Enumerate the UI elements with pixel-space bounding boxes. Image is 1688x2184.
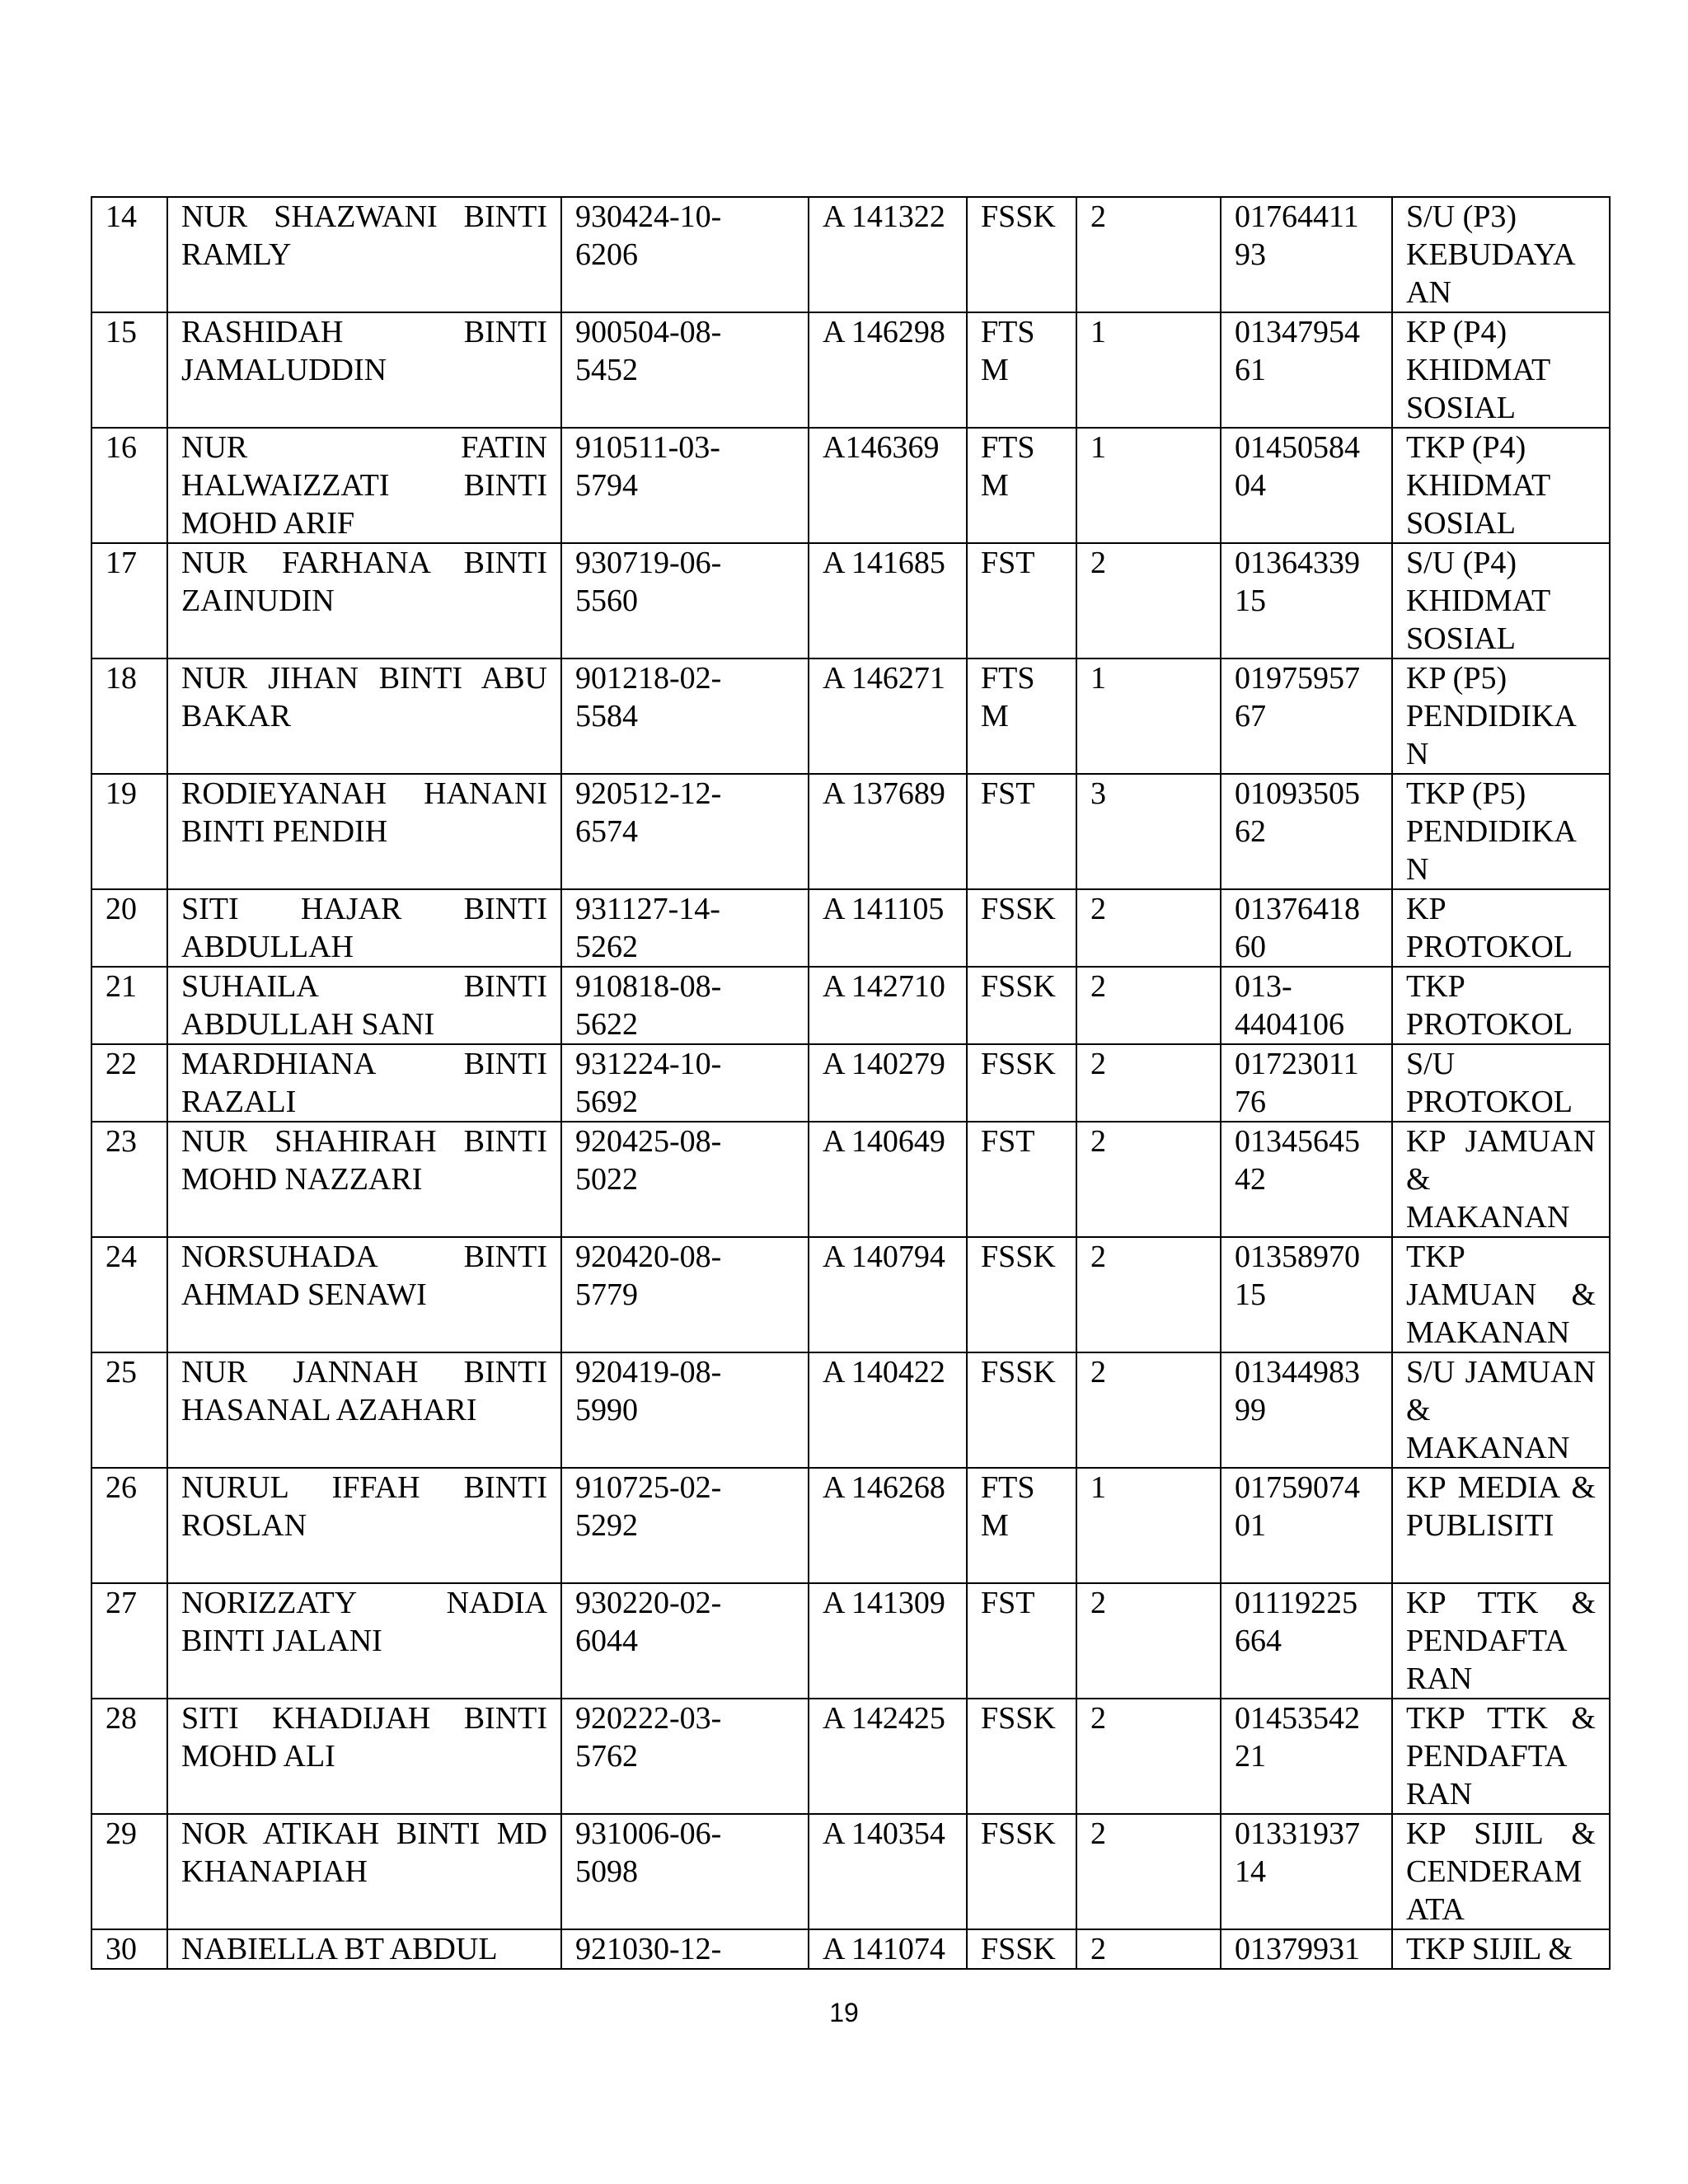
matric-number-cell: A 141322 [809, 197, 967, 312]
committee-table [91, 196, 1611, 1970]
matric-number-cell: A146369 [809, 428, 967, 543]
table-row [91, 1468, 1610, 1583]
position-cell: TKP SIJIL & [1392, 1929, 1610, 1969]
year-cell: 2 [1076, 543, 1221, 658]
phone-cell: 013- 4404106 [1221, 967, 1392, 1044]
name-cell: NORSUHADA BINTI AHMAD SENAWI [167, 1237, 561, 1352]
faculty-cell: FSSK [967, 1237, 1076, 1352]
faculty-cell: FSSK [967, 1929, 1076, 1969]
phone-cell: 01764411 93 [1221, 197, 1392, 312]
phone-cell: 01453542 21 [1221, 1699, 1392, 1814]
table-row [91, 1699, 1610, 1814]
phone-cell: 01345645 42 [1221, 1122, 1392, 1237]
ic-number-cell: 931224-10- 5692 [561, 1044, 809, 1122]
position-cell: S/U (P4) KHIDMAT SOSIAL [1392, 543, 1610, 658]
ic-number-cell: 901218-02- 5584 [561, 658, 809, 774]
name-cell: NUR FARHANA BINTI ZAINUDIN [167, 543, 561, 658]
position-cell: TKP JAMUAN & MAKANAN [1392, 1237, 1610, 1352]
ic-number-cell: 930424-10- 6206 [561, 197, 809, 312]
table-row [91, 1044, 1610, 1122]
position-cell: S/U (P3) KEBUDAYA AN [1392, 197, 1610, 312]
year-cell: 2 [1076, 1699, 1221, 1814]
table-row [91, 967, 1610, 1044]
phone-cell: 01759074 01 [1221, 1468, 1392, 1583]
position-cell: TKP (P5) PENDIDIKA N [1392, 774, 1610, 889]
table-row [91, 1352, 1610, 1468]
position-cell: KP JAMUAN & MAKANAN [1392, 1122, 1610, 1237]
name-cell: NUR SHAHIRAH BINTI MOHD NAZZARI [167, 1122, 561, 1237]
position-cell: S/U JAMUAN & MAKANAN [1392, 1352, 1610, 1468]
row-number-cell: 26 [91, 1468, 167, 1583]
name-cell: SITI KHADIJAH BINTI MOHD ALI [167, 1699, 561, 1814]
name-cell: NUR JIHAN BINTI ABU BAKAR [167, 658, 561, 774]
table-row [91, 1814, 1610, 1929]
table-row [91, 889, 1610, 967]
table-row [91, 312, 1610, 428]
faculty-cell: FST [967, 1122, 1076, 1237]
faculty-cell: FTS M [967, 1468, 1076, 1583]
matric-number-cell: A 141105 [809, 889, 967, 967]
row-number-cell: 23 [91, 1122, 167, 1237]
faculty-cell: FST [967, 1583, 1076, 1699]
year-cell: 2 [1076, 1044, 1221, 1122]
position-cell: S/U PROTOKOL [1392, 1044, 1610, 1122]
matric-number-cell: A 140422 [809, 1352, 967, 1468]
phone-cell: 01119225 664 [1221, 1583, 1392, 1699]
row-number-cell: 21 [91, 967, 167, 1044]
ic-number-cell: 920419-08- 5990 [561, 1352, 809, 1468]
table-row [91, 658, 1610, 774]
faculty-cell: FTS M [967, 658, 1076, 774]
position-cell: KP TTK & PENDAFTA RAN [1392, 1583, 1610, 1699]
name-cell: RODIEYANAH HANANI BINTI PENDIH [167, 774, 561, 889]
name-cell: NOR ATIKAH BINTI MD KHANAPIAH [167, 1814, 561, 1929]
ic-number-cell: 910818-08- 5622 [561, 967, 809, 1044]
ic-number-cell: 920512-12- 6574 [561, 774, 809, 889]
name-cell: NURUL IFFAH BINTI ROSLAN [167, 1468, 561, 1583]
ic-number-cell: 910511-03- 5794 [561, 428, 809, 543]
table-row [91, 543, 1610, 658]
matric-number-cell: A 141074 [809, 1929, 967, 1969]
name-cell: NABIELLA BT ABDUL [167, 1929, 561, 1969]
ic-number-cell: 921030-12- [561, 1929, 809, 1969]
table-row [91, 774, 1610, 889]
year-cell: 1 [1076, 658, 1221, 774]
row-number-cell: 27 [91, 1583, 167, 1699]
phone-cell: 01093505 62 [1221, 774, 1392, 889]
ic-number-cell: 931127-14- 5262 [561, 889, 809, 967]
matric-number-cell: A 140279 [809, 1044, 967, 1122]
year-cell: 1 [1076, 428, 1221, 543]
table-row [91, 1122, 1610, 1237]
name-cell: NUR JANNAH BINTI HASANAL AZAHARI [167, 1352, 561, 1468]
name-cell: NUR FATIN HALWAIZZATI BINTI MOHD ARIF [167, 428, 561, 543]
matric-number-cell: A 137689 [809, 774, 967, 889]
row-number-cell: 25 [91, 1352, 167, 1468]
matric-number-cell: A 142425 [809, 1699, 967, 1814]
phone-cell: 01450584 04 [1221, 428, 1392, 543]
row-number-cell: 28 [91, 1699, 167, 1814]
year-cell: 3 [1076, 774, 1221, 889]
position-cell: KP SIJIL & CENDERAM ATA [1392, 1814, 1610, 1929]
faculty-cell: FSSK [967, 1352, 1076, 1468]
matric-number-cell: A 146268 [809, 1468, 967, 1583]
phone-cell: 01723011 76 [1221, 1044, 1392, 1122]
table-row [91, 428, 1610, 543]
year-cell: 1 [1076, 312, 1221, 428]
matric-number-cell: A 141685 [809, 543, 967, 658]
matric-number-cell: A 142710 [809, 967, 967, 1044]
row-number-cell: 16 [91, 428, 167, 543]
phone-cell: 01379931 [1221, 1929, 1392, 1969]
row-number-cell: 17 [91, 543, 167, 658]
faculty-cell: FSSK [967, 197, 1076, 312]
ic-number-cell: 930220-02- 6044 [561, 1583, 809, 1699]
table-row [91, 1237, 1610, 1352]
position-cell: KP MEDIA & PUBLISITI [1392, 1468, 1610, 1583]
page-number: 19 [829, 1998, 859, 2027]
ic-number-cell: 930719-06- 5560 [561, 543, 809, 658]
year-cell: 2 [1076, 1352, 1221, 1468]
name-cell: NORIZZATY NADIA BINTI JALANI [167, 1583, 561, 1699]
row-number-cell: 24 [91, 1237, 167, 1352]
name-cell: RASHIDAH BINTI JAMALUDDIN [167, 312, 561, 428]
phone-cell: 01376418 60 [1221, 889, 1392, 967]
phone-cell: 01975957 67 [1221, 658, 1392, 774]
faculty-cell: FSSK [967, 1044, 1076, 1122]
name-cell: MARDHIANA BINTI RAZALI [167, 1044, 561, 1122]
matric-number-cell: A 140649 [809, 1122, 967, 1237]
phone-cell: 01344983 99 [1221, 1352, 1392, 1468]
year-cell: 2 [1076, 1814, 1221, 1929]
year-cell: 2 [1076, 1583, 1221, 1699]
table-body [91, 197, 1610, 1969]
table-row [91, 1929, 1610, 1969]
row-number-cell: 19 [91, 774, 167, 889]
ic-number-cell: 920425-08- 5022 [561, 1122, 809, 1237]
matric-number-cell: A 140794 [809, 1237, 967, 1352]
year-cell: 2 [1076, 197, 1221, 312]
faculty-cell: FSSK [967, 889, 1076, 967]
row-number-cell: 15 [91, 312, 167, 428]
faculty-cell: FSSK [967, 967, 1076, 1044]
ic-number-cell: 900504-08- 5452 [561, 312, 809, 428]
faculty-cell: FSSK [967, 1814, 1076, 1929]
position-cell: TKP TTK & PENDAFTA RAN [1392, 1699, 1610, 1814]
year-cell: 2 [1076, 889, 1221, 967]
name-cell: NUR SHAZWANI BINTI RAMLY [167, 197, 561, 312]
position-cell: KP (P5) PENDIDIKA N [1392, 658, 1610, 774]
ic-number-cell: 920420-08- 5779 [561, 1237, 809, 1352]
ic-number-cell: 931006-06- 5098 [561, 1814, 809, 1929]
phone-cell: 01347954 61 [1221, 312, 1392, 428]
position-cell: TKP (P4) KHIDMAT SOSIAL [1392, 428, 1610, 543]
matric-number-cell: A 146271 [809, 658, 967, 774]
table-row [91, 197, 1610, 312]
ic-number-cell: 910725-02- 5292 [561, 1468, 809, 1583]
year-cell: 2 [1076, 967, 1221, 1044]
position-cell: KP (P4) KHIDMAT SOSIAL [1392, 312, 1610, 428]
faculty-cell: FST [967, 774, 1076, 889]
name-cell: SITI HAJAR BINTI ABDULLAH [167, 889, 561, 967]
phone-cell: 01358970 15 [1221, 1237, 1392, 1352]
matric-number-cell: A 141309 [809, 1583, 967, 1699]
faculty-cell: FST [967, 543, 1076, 658]
year-cell: 2 [1076, 1929, 1221, 1969]
faculty-cell: FSSK [967, 1699, 1076, 1814]
ic-number-cell: 920222-03- 5762 [561, 1699, 809, 1814]
matric-number-cell: A 146298 [809, 312, 967, 428]
name-cell: SUHAILA BINTI ABDULLAH SANI [167, 967, 561, 1044]
faculty-cell: FTS M [967, 312, 1076, 428]
phone-cell: 01364339 15 [1221, 543, 1392, 658]
row-number-cell: 29 [91, 1814, 167, 1929]
table-row [91, 1583, 1610, 1699]
position-cell: KP PROTOKOL [1392, 889, 1610, 967]
phone-cell: 01331937 14 [1221, 1814, 1392, 1929]
year-cell: 2 [1076, 1122, 1221, 1237]
faculty-cell: FTS M [967, 428, 1076, 543]
year-cell: 2 [1076, 1237, 1221, 1352]
row-number-cell: 18 [91, 658, 167, 774]
row-number-cell: 22 [91, 1044, 167, 1122]
year-cell: 1 [1076, 1468, 1221, 1583]
row-number-cell: 14 [91, 197, 167, 312]
position-cell: TKP PROTOKOL [1392, 967, 1610, 1044]
row-number-cell: 30 [91, 1929, 167, 1969]
row-number-cell: 20 [91, 889, 167, 967]
matric-number-cell: A 140354 [809, 1814, 967, 1929]
